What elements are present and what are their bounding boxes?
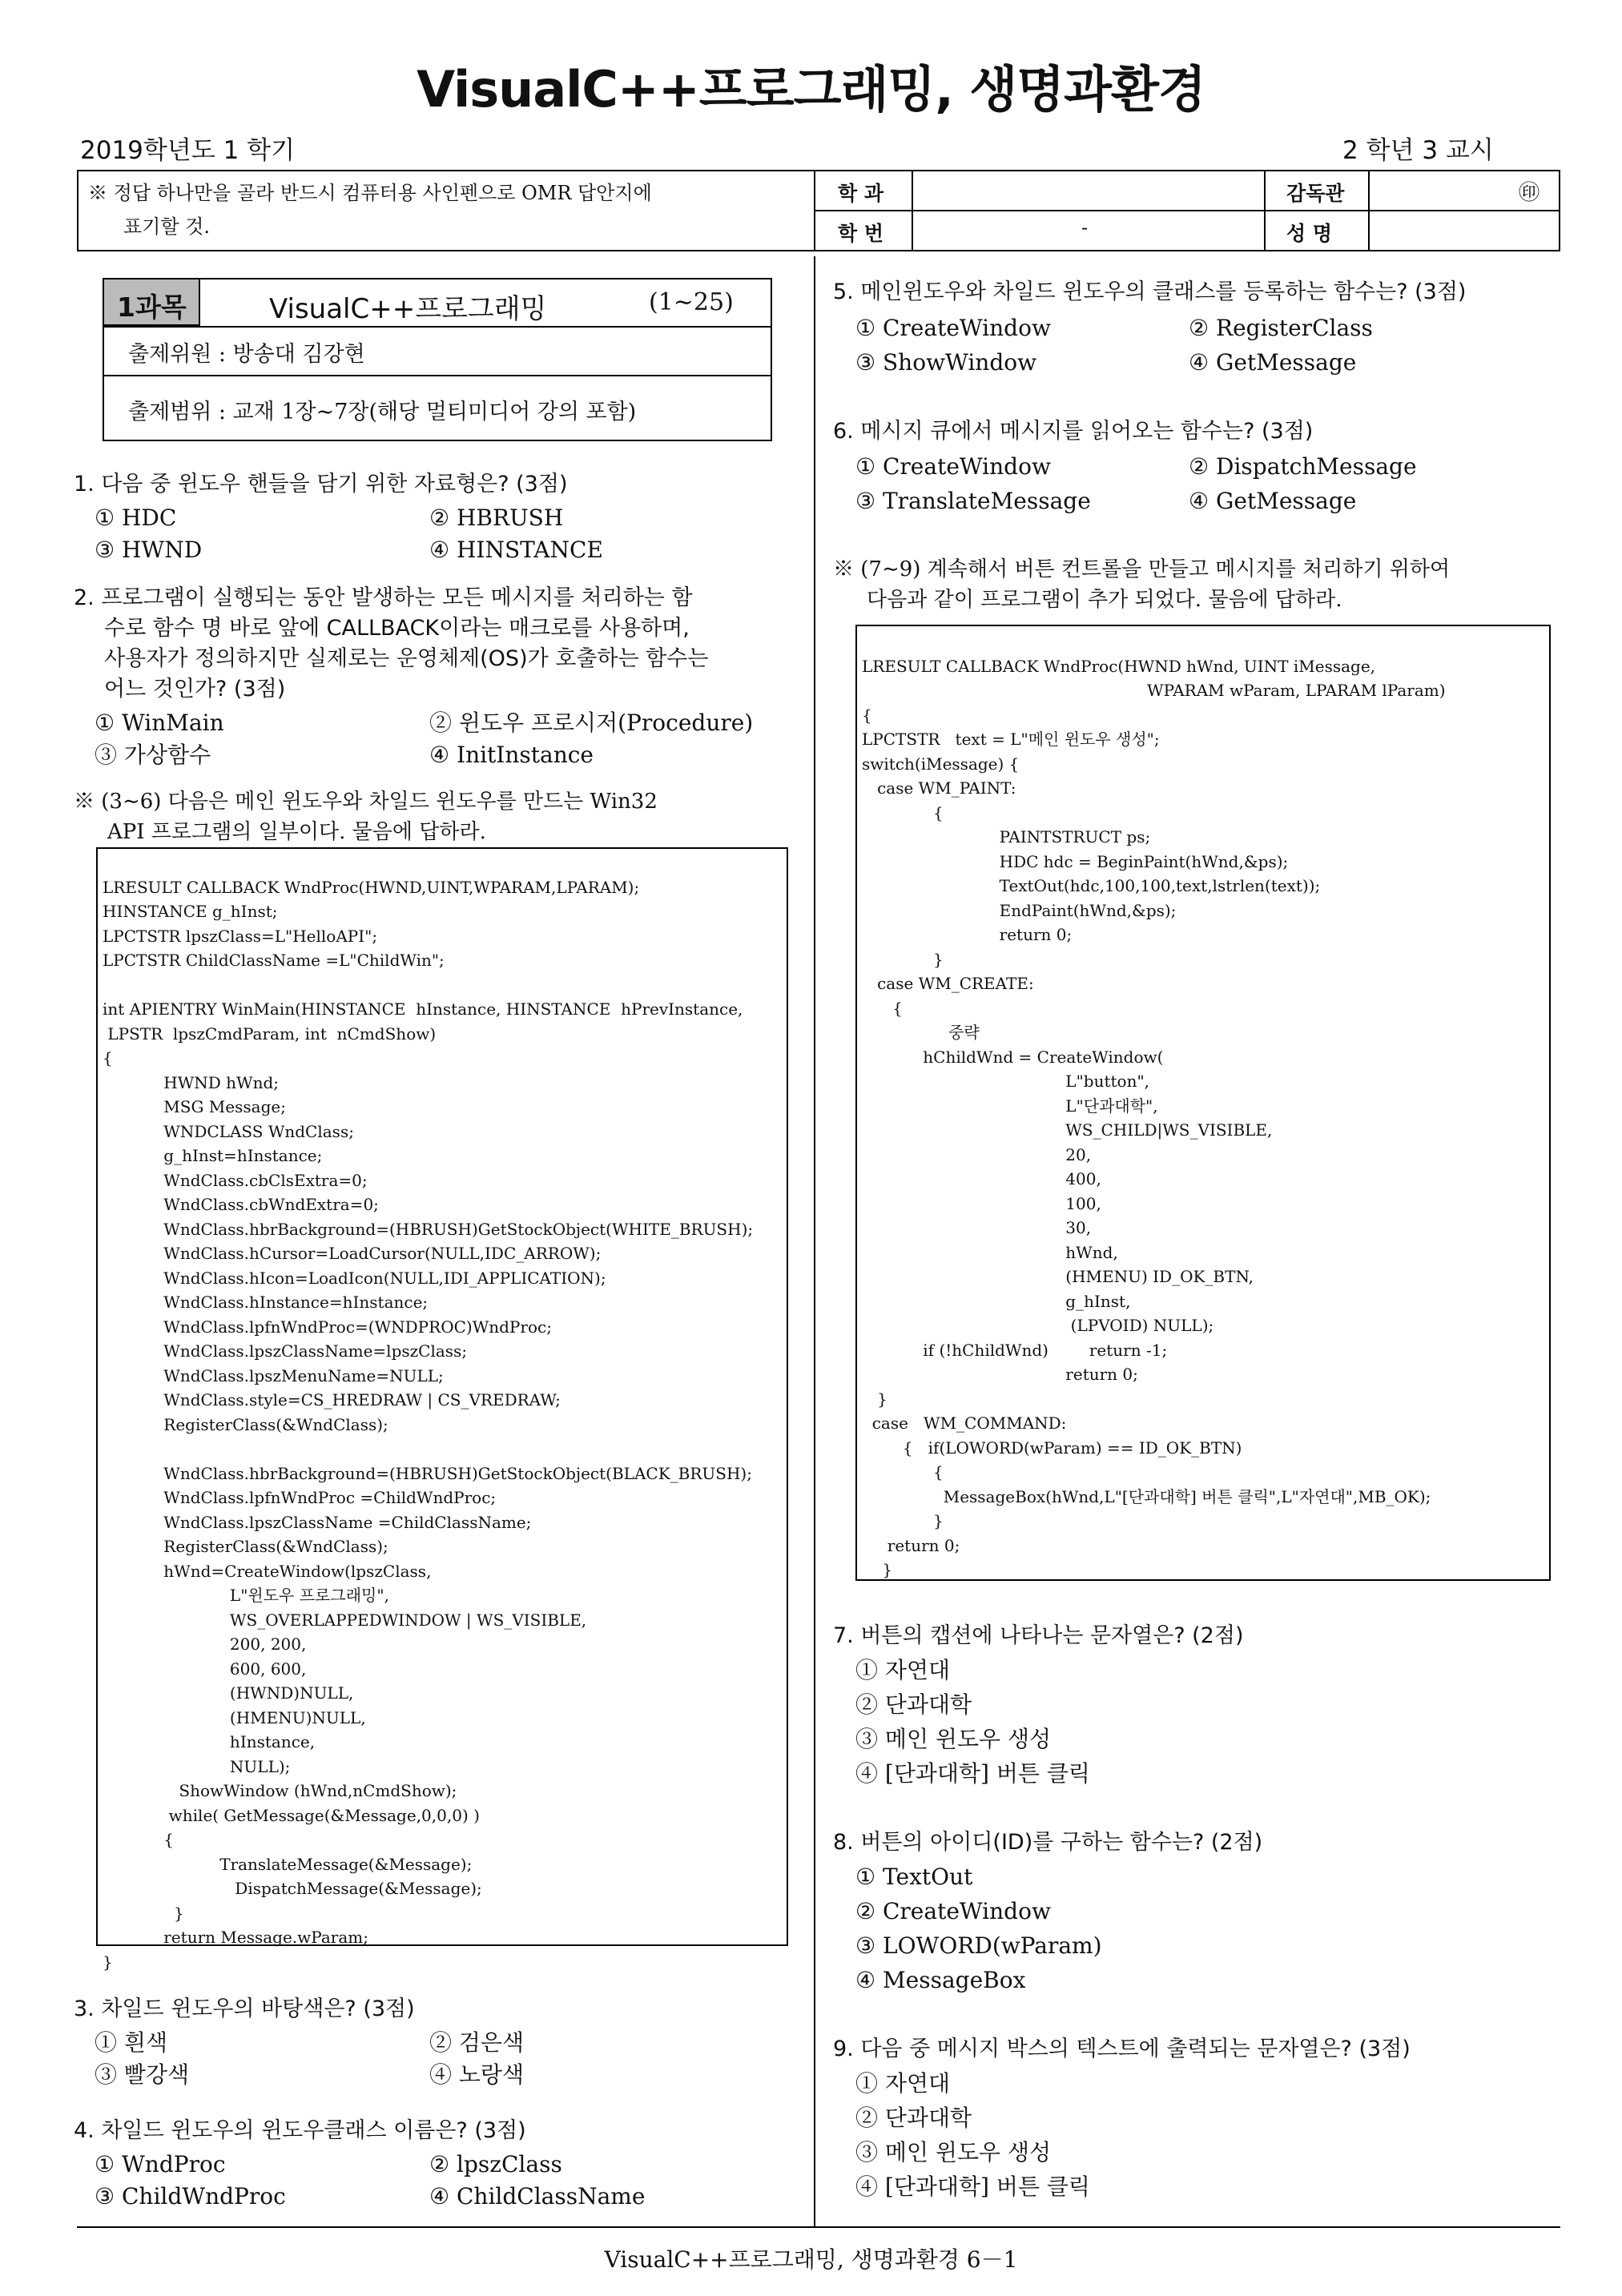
q7-option-2[interactable]: ② 단과대학	[855, 1691, 972, 1718]
note-q3-6: ※ (3∼6) 다음은 메인 윈도우와 차일드 윈도우를 만드는 Win32 API 프로그램의 일부이다. 물음에 답하라.	[74, 790, 658, 844]
q2-option-4[interactable]: ④ InitInstance	[429, 742, 594, 768]
q5-option-4[interactable]: ④ GetMessage	[1189, 349, 1357, 376]
q3-option-3[interactable]: ③ 빨강색	[95, 2061, 190, 2088]
question-3: 3. 차일드 윈도우의 바탕색은? (3점)	[74, 1996, 415, 2021]
q1-option-3[interactable]: ③ HWND	[95, 537, 203, 563]
q5-option-1[interactable]: ① CreateWindow	[855, 315, 1051, 341]
subject-name: VisualC++프로그래밍	[269, 293, 547, 325]
question-6: 6. 메시지 큐에서 메시지를 읽어오는 함수는? (3점)	[833, 419, 1314, 444]
question-4: 4. 차일드 윈도우의 윈도우클래스 이름은? (3점)	[74, 2118, 526, 2143]
footer-rule	[77, 2226, 1560, 2228]
q6-option-1[interactable]: ① CreateWindow	[855, 453, 1051, 480]
q6-option-4[interactable]: ④ GetMessage	[1189, 488, 1357, 514]
question-9: 9. 다음 중 메시지 박스의 텍스트에 출력되는 문자열은? (3점)	[833, 2037, 1411, 2061]
seal-mark: ㊞	[1519, 181, 1540, 205]
code-listing-1: LRESULT CALLBACK WndProc(HWND,UINT,WPARAM,LPARAM); HINSTANCE g_hInst; LPCTSTR lpszClass=L"HelloAPI"; LPCTSTR ChildClassName =L"ChildWin"; int APIENTRY WinMain(HINSTANCE hInstance, HINSTANCE hPrevInstance, LPSTR lpszCmdParam, int nCmdShow) { HWND hWnd; MSG Message; WNDCLASS WndClass; g_hInst=hInstance; WndClass.cbClsExtra=0; WndClass.cbWndExtra=0; WndClass.hbrBackground=(HBRUSH)GetStockObject(WHITE_BRUSH); WndClass.hCursor=LoadCursor(NULL,IDC_ARROW); WndClass.hIcon=LoadIcon(NULL,IDI_APPLICATION); WndClass.hInstance=hInstance; WndClass.lpfnWndProc=(WNDPROC)WndProc; WndClass.lpszClassName=lpszClass; WndClass.lpszMenuName=NULL; WndClass.style=CS_HREDRAW | CS_VREDRAW; RegisterClass(&WndClass); WndClass.hbrBackground=(HBRUSH)GetStockObject(BLACK_BRUSH); WndClass.lpfnWndProc =ChildWndProc; WndClass.lpszClassName =ChildClassName; RegisterClass(&WndClass); hWnd=CreateWindow(lpszClass, L"윈도우 프로그래밍", WS_OVERLAPPEDWINDOW | WS_VISIBLE, 200, 200, 600, 600, (HWND)NULL, (HMENU)NULL, hInstance, NULL); ShowWindow (hWnd,nCmdShow); while( GetMessage(&Message,0,0,0) ) { TranslateMessage(&Message); DispatchMessage(&Message); } return Message.wParam; }	[103, 877, 754, 1972]
omr-notice: ※ 정답 하나만을 골라 반드시 컴퓨터용 사인펜으로 OMR 답안지에 표기할 것.	[88, 182, 652, 238]
q8-option-2[interactable]: ② CreateWindow	[855, 1898, 1051, 1924]
proctor-label: 감독관	[1286, 182, 1345, 205]
year-term: 2019학년도 1 학기	[80, 136, 296, 165]
q8-option-4[interactable]: ④ MessageBox	[855, 1967, 1026, 1993]
subject-range: (1∼25)	[649, 288, 734, 316]
q1-option-2[interactable]: ② HBRUSH	[429, 505, 564, 531]
q5-option-2[interactable]: ② RegisterClass	[1189, 315, 1373, 341]
table-divider	[814, 210, 1560, 211]
column-divider	[814, 256, 815, 2226]
q8-option-3[interactable]: ③ LOWORD(wParam)	[855, 1932, 1102, 1959]
q1-option-4[interactable]: ④ HINSTANCE	[429, 537, 603, 563]
name-label: 성 명	[1286, 222, 1333, 245]
question-8: 8. 버튼의 아이디(ID)를 구하는 함수는? (2점)	[833, 1830, 1263, 1855]
q9-option-3[interactable]: ③ 메인 윈도우 생성	[855, 2139, 1052, 2165]
q2-option-2[interactable]: ② 윈도우 프로시저(Procedure)	[429, 710, 754, 736]
q7-option-3[interactable]: ③ 메인 윈도우 생성	[855, 1726, 1052, 1752]
page-footer: VisualC++프로그래밍, 생명과환경 6－1	[604, 2246, 1018, 2273]
subject-scope: 출제범위 : 교재 1장∼7장(해당 멀티미디어 강의 포함)	[128, 400, 637, 424]
q7-option-1[interactable]: ① 자연대	[855, 1657, 951, 1683]
question-5: 5. 메인윈도우와 차일드 윈도우의 클래스를 등록하는 함수는? (3점)	[833, 279, 1467, 304]
q4-option-3[interactable]: ③ ChildWndProc	[95, 2183, 286, 2210]
q9-option-4[interactable]: ④ [단과대학] 버튼 클릭	[855, 2173, 1090, 2200]
q2-option-3[interactable]: ③ 가상함수	[95, 742, 211, 768]
q9-option-1[interactable]: ① 자연대	[855, 2070, 951, 2097]
q7-option-4[interactable]: ④ [단과대학] 버튼 클릭	[855, 1760, 1090, 1787]
q2-option-1[interactable]: ① WinMain	[95, 710, 224, 736]
q6-option-3[interactable]: ③ TranslateMessage	[855, 488, 1091, 514]
q4-option-4[interactable]: ④ ChildClassName	[429, 2183, 646, 2210]
grade-period: 2 학년 3 교시	[1342, 136, 1494, 165]
question-2: 2. 프로그램이 실행되는 동안 발생하는 모든 메시지를 처리하는 함 수로 함수 명 바로 앞에 CALLBACK이라는 매크로를 사용하며, 사용자가 정의하지만 실제로는 운영체제(OS)가 호출하는 함수는 어느 것인가? (3점)	[74, 585, 709, 702]
code-listing-2: LRESULT CALLBACK WndProc(HWND hWnd, UINT iMessage, WPARAM wParam, LPARAM lParam) { LPCTSTR text = L"메인 윈도우 생성"; switch(iMessage) { case WM_PAINT: { PAINTSTRUCT ps; HDC hdc = BeginPaint(hWnd,&ps); TextOut(hdc,100,100,text,lstrlen(text)); EndPaint(hWnd,&ps); return 0; } case WM_CREATE: { 중략 hChildWnd = CreateWindow( L"button", L"단과대학", WS_CHILD|WS_VISIBLE, 20, 400, 100, 30, hWnd, (HMENU) ID_OK_BTN, g_hInst, (LPVOID) NULL); if (!hChildWnd) return -1; return 0; } case WM_COMMAND: { if(LOWORD(wParam) == ID_OK_BTN) { MessageBox(hWnd,L"[단과대학] 버튼 클릭",L"자연대",MB_OK); } return 0; }	[862, 656, 1446, 1579]
q3-option-4[interactable]: ④ 노랑색	[429, 2061, 525, 2088]
subject-author: 출제위원 : 방송대 김강현	[128, 342, 365, 367]
q3-option-2[interactable]: ② 검은색	[429, 2029, 525, 2056]
question-1: 1. 다음 중 윈도우 핸들을 담기 위한 자료형은? (3점)	[74, 472, 568, 497]
q4-option-2[interactable]: ② lpszClass	[429, 2151, 562, 2177]
subject-box-divider	[103, 375, 772, 376]
student-id-dash: -	[1081, 216, 1089, 239]
page-title: VisualC++프로그래밍, 생명과환경	[417, 60, 1205, 119]
dept-label: 학 과	[838, 182, 884, 205]
q5-option-3[interactable]: ③ ShowWindow	[855, 349, 1037, 376]
q6-option-2[interactable]: ② DispatchMessage	[1189, 453, 1417, 480]
q9-option-2[interactable]: ② 단과대학	[855, 2105, 972, 2131]
subject-tag: 1과목	[117, 292, 187, 323]
student-id-label: 학 번	[838, 222, 884, 245]
question-7: 7. 버튼의 캡션에 나타나는 문자열은? (2점)	[833, 1623, 1244, 1648]
note-q7-9: ※ (7∼9) 계속해서 버튼 컨트롤을 만들고 메시지를 처리하기 위하여 다음과 같이 프로그램이 추가 되었다. 물음에 답하라.	[833, 557, 1451, 612]
q4-option-1[interactable]: ① WndProc	[95, 2151, 226, 2177]
q1-option-1[interactable]: ① HDC	[95, 505, 177, 531]
q3-option-1[interactable]: ① 흰색	[95, 2029, 167, 2056]
subject-box-divider	[103, 326, 772, 328]
q8-option-1[interactable]: ① TextOut	[855, 1864, 973, 1890]
